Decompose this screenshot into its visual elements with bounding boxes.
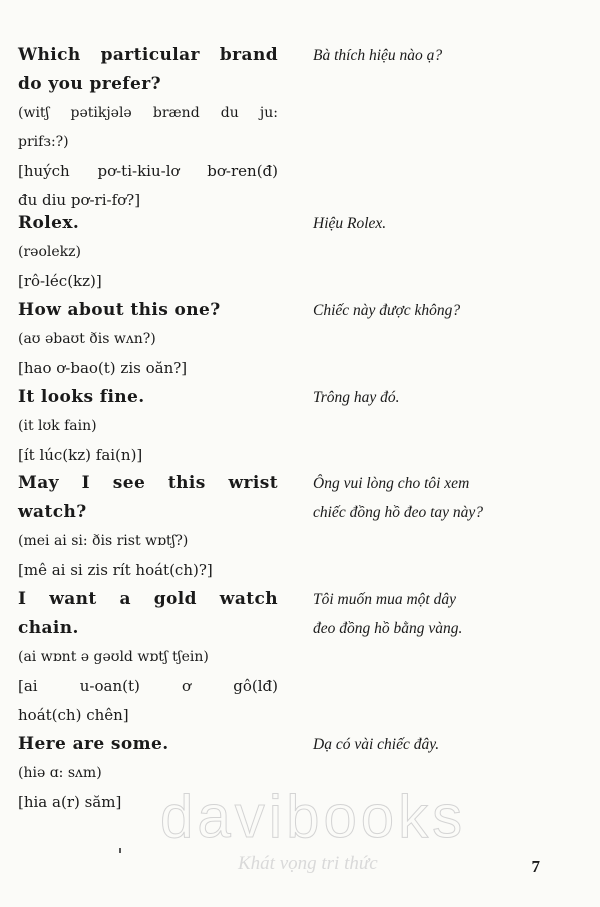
phrase-source xyxy=(18,585,278,730)
phrase-source xyxy=(18,296,278,383)
translation-line: Tôi muốn mua một dây xyxy=(313,591,456,608)
phrase-source xyxy=(18,383,278,470)
translation-line: đeo đồng hồ bằng vàng. xyxy=(313,620,463,637)
ipa-transcription-line: (mei ai si: ðis rist wɒtʃ?) xyxy=(18,533,189,549)
vietnamese-translation xyxy=(313,730,578,759)
translation-line: Chiếc này được không? xyxy=(313,302,461,319)
vietnamese-pronunciation-line: [hia a(r) săm] xyxy=(18,793,122,811)
vietnamese-translation xyxy=(313,383,578,412)
vietnamese-pronunciation-line: [ai u-oan(t) ơ gô(lđ) xyxy=(18,677,278,695)
vietnamese-translation xyxy=(313,296,578,325)
english-phrase-line: Which particular brand xyxy=(18,45,278,65)
ipa-transcription-line: prifз:?) xyxy=(18,134,69,150)
vietnamese-pronunciation-line: hoát(ch) chên] xyxy=(18,706,129,724)
english-phrase-line: I want a gold watch xyxy=(18,589,278,609)
translation-line: Ông vui lòng cho tôi xem xyxy=(313,475,470,492)
phrase-source xyxy=(18,209,278,296)
vietnamese-pronunciation-line: [hao ơ-bao(t) zis oăn?] xyxy=(18,359,188,377)
vietnamese-pronunciation-line: [huých pơ-ti-kiu-lơ bơ-ren(đ) xyxy=(18,162,278,180)
print-speck xyxy=(119,848,121,853)
vietnamese-pronunciation-line: [mê ai si zis rít hoát(ch)?] xyxy=(18,561,213,579)
watermark-slogan: Khát vọng tri thức xyxy=(238,853,378,874)
translation-line: Hiệu Rolex. xyxy=(313,215,387,232)
ipa-transcription-line: (ai wɒnt ə gəʊld wɒtʃ tʃein) xyxy=(18,649,209,665)
watermark-brand: davibooks xyxy=(160,783,467,850)
translation-line: Trông hay đó. xyxy=(313,389,400,406)
translation-line: Dạ có vài chiếc đây. xyxy=(313,736,440,753)
vietnamese-translation xyxy=(313,469,578,527)
ipa-transcription-line: (rəolekz) xyxy=(18,244,81,260)
english-phrase-line: Here are some. xyxy=(18,734,169,754)
vietnamese-translation xyxy=(313,209,578,238)
english-phrase-line: do you prefer? xyxy=(18,74,161,94)
ipa-transcription-line: (hiə ɑ: sʌm) xyxy=(18,765,102,781)
ipa-transcription-line: (it lʊk fain) xyxy=(18,418,97,434)
translation-line: chiếc đồng hồ đeo tay này? xyxy=(313,504,484,521)
phrase-source xyxy=(18,469,278,585)
vietnamese-pronunciation-line: đu diu pơ-ri-fơ?] xyxy=(18,191,141,209)
english-phrase-line: Rolex. xyxy=(18,213,80,233)
english-phrase-line: chain. xyxy=(18,618,79,638)
ipa-transcription-line: (aʊ əbaʊt ðis wʌn?) xyxy=(18,331,156,347)
english-phrase-line: watch? xyxy=(18,502,87,522)
ipa-transcription-line: (witʃ pətikjələ brænd du ju: xyxy=(18,105,278,121)
translation-line: Bà thích hiệu nào ạ? xyxy=(313,47,443,64)
vietnamese-pronunciation-line: [rô-léc(kz)] xyxy=(18,272,102,290)
phrase-source xyxy=(18,41,278,215)
vietnamese-translation xyxy=(313,41,578,70)
english-phrase-line: It looks fine. xyxy=(18,387,145,407)
vietnamese-translation xyxy=(313,585,578,643)
english-phrase-line: May I see this wrist xyxy=(18,473,278,493)
page-number: 7 xyxy=(531,857,540,876)
english-phrase-line: How about this one? xyxy=(18,300,221,320)
vietnamese-pronunciation-line: [ít lúc(kz) fai(n)] xyxy=(18,446,143,464)
